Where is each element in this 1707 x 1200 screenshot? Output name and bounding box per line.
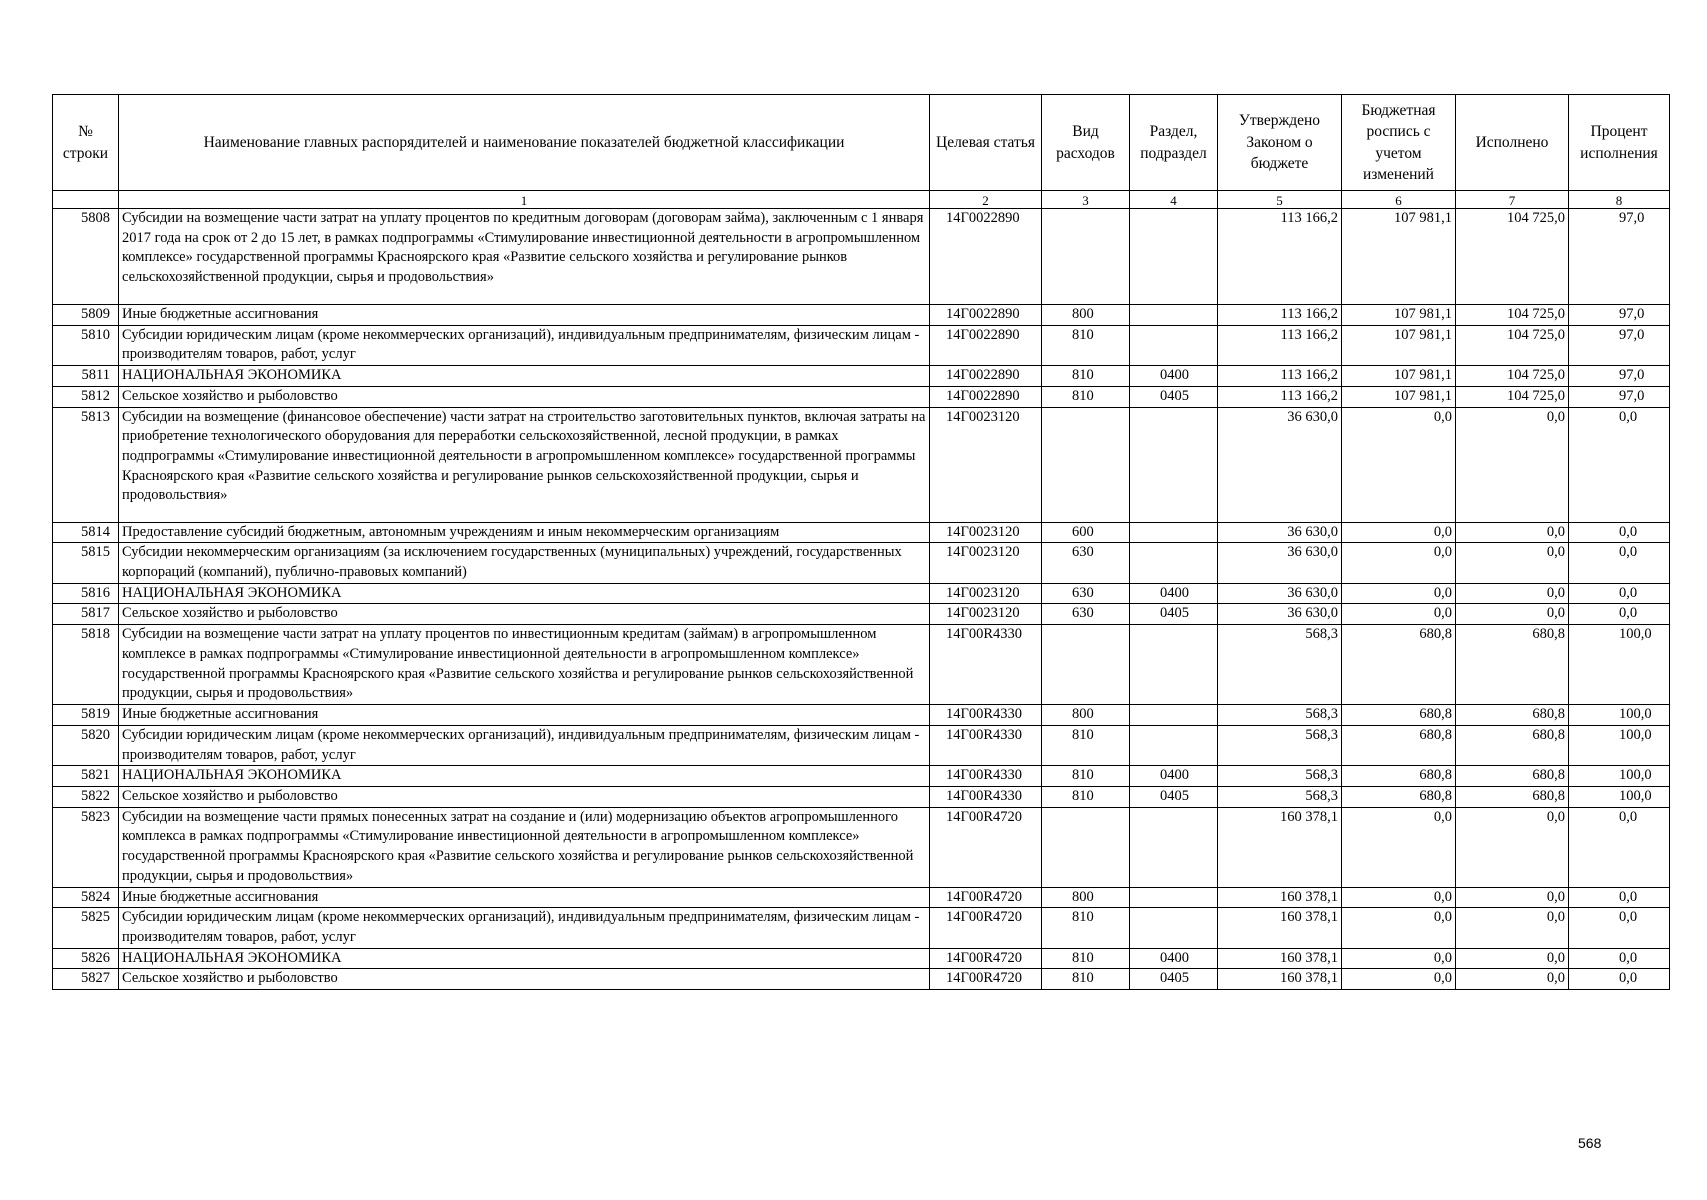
approved-amount: 113 166,2 [1218, 209, 1342, 305]
approved-amount: 160 378,1 [1218, 948, 1342, 969]
executed-amount: 0,0 [1456, 887, 1569, 908]
approved-amount: 568,3 [1218, 725, 1342, 765]
execution-percent: 0,0 [1569, 969, 1670, 990]
row-number: 5808 [53, 209, 119, 305]
row-number: 5827 [53, 969, 119, 990]
expense-type: 810 [1042, 325, 1130, 365]
approved-amount: 36 630,0 [1218, 522, 1342, 543]
approved-amount: 160 378,1 [1218, 969, 1342, 990]
row-name: Субсидии юридическим лицам (кроме некоммерческих организаций), индивидуальным предпринимателям, физическим лицам - производителям товаров, работ, услуг [119, 725, 930, 765]
execution-percent: 97,0 [1569, 209, 1670, 305]
execution-percent: 0,0 [1569, 522, 1670, 543]
budget-schedule-amount: 107 981,1 [1342, 325, 1456, 365]
target-article: 14Г00R4330 [930, 786, 1042, 807]
section-code [1130, 887, 1218, 908]
page-number: 568 [1578, 1135, 1602, 1151]
execution-percent: 97,0 [1569, 325, 1670, 365]
row-number: 5811 [53, 366, 119, 387]
section-code: 0405 [1130, 969, 1218, 990]
row-name: Субсидии на возмещение части затрат на уплату процентов по кредитным договорам (договорам займа), заключенным с 1 января 2017 года на срок от 2 до 15 лет, в рамках подпрограммы «Стимулирование инвестиционной деятельности в агропромышленном комплексе» государственной программы Красноярского края «Развитие сельского хозяйства и регулирование рынков сельскохозяйственной продукции, сырья и продовольствия» [119, 209, 930, 305]
section-code [1130, 325, 1218, 365]
section-code [1130, 209, 1218, 305]
executed-amount: 0,0 [1456, 583, 1569, 604]
section-code [1130, 807, 1218, 887]
approved-amount: 36 630,0 [1218, 583, 1342, 604]
row-number: 5813 [53, 407, 119, 522]
execution-percent: 0,0 [1569, 604, 1670, 625]
table-row [53, 969, 1670, 990]
section-code [1130, 305, 1218, 326]
budget-execution-table [52, 94, 1670, 990]
budget-schedule-amount: 680,8 [1342, 725, 1456, 765]
executed-amount: 0,0 [1456, 948, 1569, 969]
budget-schedule-amount: 0,0 [1342, 522, 1456, 543]
row-name: Сельское хозяйство и рыболовство [119, 786, 930, 807]
budget-schedule-amount: 0,0 [1342, 969, 1456, 990]
approved-amount: 36 630,0 [1218, 407, 1342, 522]
execution-percent: 0,0 [1569, 807, 1670, 887]
table-row [53, 948, 1670, 969]
column-number: 4 [1130, 191, 1218, 209]
target-article: 14Г00R4720 [930, 908, 1042, 948]
target-article: 14Г0023120 [930, 543, 1042, 583]
row-number: 5809 [53, 305, 119, 326]
budget-schedule-amount: 0,0 [1342, 543, 1456, 583]
target-article: 14Г0022890 [930, 366, 1042, 387]
expense-type [1042, 807, 1130, 887]
section-code [1130, 543, 1218, 583]
budget-schedule-amount: 680,8 [1342, 766, 1456, 787]
section-code [1130, 705, 1218, 726]
budget-schedule-amount: 107 981,1 [1342, 366, 1456, 387]
section-code: 0400 [1130, 766, 1218, 787]
approved-amount: 568,3 [1218, 705, 1342, 726]
expense-type: 800 [1042, 305, 1130, 326]
approved-amount: 113 166,2 [1218, 366, 1342, 387]
budget-schedule-amount: 0,0 [1342, 807, 1456, 887]
approved-amount: 568,3 [1218, 786, 1342, 807]
row-name: Субсидии некоммерческим организациям (за исключением государственных (муниципальных) учреждений, государственных корпораций (компаний), публично-правовых компаний) [119, 543, 930, 583]
target-article: 14Г0022890 [930, 325, 1042, 365]
expense-type: 810 [1042, 366, 1130, 387]
target-article: 14Г0023120 [930, 583, 1042, 604]
executed-amount: 104 725,0 [1456, 366, 1569, 387]
row-name: НАЦИОНАЛЬНАЯ ЭКОНОМИКА [119, 766, 930, 787]
execution-percent: 100,0 [1569, 786, 1670, 807]
table-row [53, 407, 1670, 522]
header-section: Раздел, подраздел [1130, 95, 1218, 191]
table-row [53, 725, 1670, 765]
target-article: 14Г00R4330 [930, 725, 1042, 765]
executed-amount: 0,0 [1456, 908, 1569, 948]
column-number: 6 [1342, 191, 1456, 209]
column-number: 7 [1456, 191, 1569, 209]
section-code [1130, 407, 1218, 522]
row-name: Субсидии юридическим лицам (кроме некоммерческих организаций), индивидуальным предпринимателям, физическим лицам - производителям товаров, работ, услуг [119, 325, 930, 365]
execution-percent: 0,0 [1569, 407, 1670, 522]
approved-amount: 113 166,2 [1218, 305, 1342, 326]
column-number-row [53, 191, 1670, 209]
budget-schedule-amount: 107 981,1 [1342, 386, 1456, 407]
row-name: Субсидии на возмещение (финансовое обеспечение) части затрат на строительство заготовительных пунктов, включая затраты на приобретение технологического оборудования для переработки сельскохозяйственной, лесной продукции, в рамках подпрограммы «Стимулирование инвестиционной деятельности в агропромышленном комплексе» государственной программы Красноярского края «Развитие сельского хозяйства и регулирование рынков сельскохозяйственной продукции, сырья и продовольствия» [119, 407, 930, 522]
expense-type: 600 [1042, 522, 1130, 543]
expense-type [1042, 625, 1130, 705]
header-executed: Исполнено [1456, 95, 1569, 191]
table-row [53, 543, 1670, 583]
row-number: 5822 [53, 786, 119, 807]
target-article: 14Г00R4720 [930, 948, 1042, 969]
approved-amount: 36 630,0 [1218, 543, 1342, 583]
executed-amount: 680,8 [1456, 786, 1569, 807]
expense-type: 810 [1042, 786, 1130, 807]
header-percent: Процент исполнения [1569, 95, 1670, 191]
budget-schedule-amount: 0,0 [1342, 948, 1456, 969]
budget-schedule-amount: 680,8 [1342, 705, 1456, 726]
expense-type: 800 [1042, 887, 1130, 908]
budget-schedule-amount: 0,0 [1342, 604, 1456, 625]
budget-schedule-amount: 680,8 [1342, 786, 1456, 807]
execution-percent: 0,0 [1569, 583, 1670, 604]
row-name: Сельское хозяйство и рыболовство [119, 604, 930, 625]
row-number: 5816 [53, 583, 119, 604]
target-article: 14Г0023120 [930, 604, 1042, 625]
table-row [53, 705, 1670, 726]
column-number-blank [53, 191, 119, 209]
execution-percent: 100,0 [1569, 725, 1670, 765]
table-row [53, 786, 1670, 807]
executed-amount: 104 725,0 [1456, 386, 1569, 407]
row-number: 5812 [53, 386, 119, 407]
expense-type: 630 [1042, 604, 1130, 625]
executed-amount: 680,8 [1456, 725, 1569, 765]
approved-amount: 568,3 [1218, 766, 1342, 787]
execution-percent: 0,0 [1569, 543, 1670, 583]
executed-amount: 0,0 [1456, 807, 1569, 887]
approved-amount: 160 378,1 [1218, 807, 1342, 887]
row-name: НАЦИОНАЛЬНАЯ ЭКОНОМИКА [119, 583, 930, 604]
expense-type: 810 [1042, 969, 1130, 990]
row-number: 5823 [53, 807, 119, 887]
budget-schedule-amount: 680,8 [1342, 625, 1456, 705]
execution-percent: 0,0 [1569, 948, 1670, 969]
executed-amount: 104 725,0 [1456, 325, 1569, 365]
row-name: Иные бюджетные ассигнования [119, 705, 930, 726]
row-number: 5818 [53, 625, 119, 705]
execution-percent: 100,0 [1569, 766, 1670, 787]
execution-percent: 100,0 [1569, 625, 1670, 705]
row-name: НАЦИОНАЛЬНАЯ ЭКОНОМИКА [119, 948, 930, 969]
row-number: 5826 [53, 948, 119, 969]
executed-amount: 680,8 [1456, 766, 1569, 787]
approved-amount: 113 166,2 [1218, 386, 1342, 407]
executed-amount: 0,0 [1456, 969, 1569, 990]
section-code: 0405 [1130, 386, 1218, 407]
row-name: Предоставление субсидий бюджетным, автономным учреждениям и иным некоммерческим организациям [119, 522, 930, 543]
table-row [53, 325, 1670, 365]
expense-type: 630 [1042, 543, 1130, 583]
target-article: 14Г00R4720 [930, 969, 1042, 990]
row-name: Субсидии юридическим лицам (кроме некоммерческих организаций), индивидуальным предпринимателям, физическим лицам - производителям товаров, работ, услуг [119, 908, 930, 948]
section-code: 0405 [1130, 786, 1218, 807]
table-row [53, 305, 1670, 326]
header-target-article: Целевая статья [930, 95, 1042, 191]
column-number: 3 [1042, 191, 1130, 209]
target-article: 14Г0023120 [930, 407, 1042, 522]
row-number: 5817 [53, 604, 119, 625]
row-name: Иные бюджетные ассигнования [119, 887, 930, 908]
executed-amount: 104 725,0 [1456, 305, 1569, 326]
header-expense-type: Вид расходов [1042, 95, 1130, 191]
executed-amount: 104 725,0 [1456, 209, 1569, 305]
expense-type [1042, 209, 1130, 305]
column-number: 1 [119, 191, 930, 209]
target-article: 14Г00R4330 [930, 766, 1042, 787]
expense-type: 810 [1042, 725, 1130, 765]
row-name: НАЦИОНАЛЬНАЯ ЭКОНОМИКА [119, 366, 930, 387]
budget-schedule-amount: 0,0 [1342, 887, 1456, 908]
budget-schedule-amount: 0,0 [1342, 407, 1456, 522]
expense-type: 810 [1042, 948, 1130, 969]
table-row [53, 583, 1670, 604]
approved-amount: 568,3 [1218, 625, 1342, 705]
expense-type [1042, 407, 1130, 522]
table-body [53, 209, 1670, 990]
header-row [53, 95, 1670, 191]
column-number: 2 [930, 191, 1042, 209]
header-row-number: № строки [53, 95, 119, 191]
target-article: 14Г0022890 [930, 305, 1042, 326]
row-number: 5810 [53, 325, 119, 365]
approved-amount: 113 166,2 [1218, 325, 1342, 365]
execution-percent: 100,0 [1569, 705, 1670, 726]
approved-amount: 36 630,0 [1218, 604, 1342, 625]
expense-type: 810 [1042, 908, 1130, 948]
table-row [53, 604, 1670, 625]
target-article: 14Г00R4330 [930, 705, 1042, 726]
target-article: 14Г00R4720 [930, 807, 1042, 887]
execution-percent: 0,0 [1569, 887, 1670, 908]
executed-amount: 0,0 [1456, 407, 1569, 522]
section-code: 0400 [1130, 583, 1218, 604]
row-name: Субсидии на возмещение части затрат на уплату процентов по инвестиционным кредитам (займам) в агропромышленном комплексе в рамках подпрограммы «Стимулирование инвестиционной деятельности в агропромышленном комплексе» государственной программы Красноярского края «Развитие сельского хозяйства и регулирование рынков сельскохозяйственной продукции, сырья и продовольствия» [119, 625, 930, 705]
execution-percent: 0,0 [1569, 908, 1670, 948]
row-name: Иные бюджетные ассигнования [119, 305, 930, 326]
execution-percent: 97,0 [1569, 366, 1670, 387]
section-code [1130, 522, 1218, 543]
section-code [1130, 625, 1218, 705]
execution-percent: 97,0 [1569, 305, 1670, 326]
target-article: 14Г0022890 [930, 209, 1042, 305]
row-number: 5825 [53, 908, 119, 948]
table-row [53, 522, 1670, 543]
table-row [53, 209, 1670, 305]
column-number: 8 [1569, 191, 1670, 209]
table-row [53, 625, 1670, 705]
header-budget-schedule: Бюджетная роспись с учетом изменений [1342, 95, 1456, 191]
column-number: 5 [1218, 191, 1342, 209]
row-number: 5820 [53, 725, 119, 765]
table-row [53, 386, 1670, 407]
row-name: Сельское хозяйство и рыболовство [119, 386, 930, 407]
executed-amount: 680,8 [1456, 705, 1569, 726]
budget-schedule-amount: 107 981,1 [1342, 209, 1456, 305]
row-number: 5814 [53, 522, 119, 543]
table-row [53, 766, 1670, 787]
target-article: 14Г00R4330 [930, 625, 1042, 705]
row-name: Субсидии на возмещение части прямых понесенных затрат на создание и (или) модернизацию объектов агропромышленного комплекса в рамках подпрограммы «Стимулирование инвестиционной деятельности в агропромышленном комплексе» государственной программы Красноярского края «Развитие сельского хозяйства и регулирование рынков сельскохозяйственной продукции, сырья и продовольствия» [119, 807, 930, 887]
table-row [53, 366, 1670, 387]
table-row [53, 887, 1670, 908]
header-name: Наименование главных распорядителей и наименование показателей бюджетной классификации [119, 95, 930, 191]
execution-percent: 97,0 [1569, 386, 1670, 407]
approved-amount: 160 378,1 [1218, 887, 1342, 908]
executed-amount: 0,0 [1456, 522, 1569, 543]
approved-amount: 160 378,1 [1218, 908, 1342, 948]
section-code: 0400 [1130, 948, 1218, 969]
budget-schedule-amount: 107 981,1 [1342, 305, 1456, 326]
expense-type: 810 [1042, 766, 1130, 787]
row-number: 5821 [53, 766, 119, 787]
expense-type: 630 [1042, 583, 1130, 604]
row-name: Сельское хозяйство и рыболовство [119, 969, 930, 990]
budget-schedule-amount: 0,0 [1342, 583, 1456, 604]
header-approved: Утверждено Законом о бюджете [1218, 95, 1342, 191]
row-number: 5815 [53, 543, 119, 583]
row-number: 5824 [53, 887, 119, 908]
target-article: 14Г0023120 [930, 522, 1042, 543]
section-code: 0400 [1130, 366, 1218, 387]
expense-type: 810 [1042, 386, 1130, 407]
table-row [53, 908, 1670, 948]
section-code: 0405 [1130, 604, 1218, 625]
target-article: 14Г00R4720 [930, 887, 1042, 908]
budget-schedule-amount: 0,0 [1342, 908, 1456, 948]
section-code [1130, 725, 1218, 765]
executed-amount: 680,8 [1456, 625, 1569, 705]
section-code [1130, 908, 1218, 948]
table-row [53, 807, 1670, 887]
executed-amount: 0,0 [1456, 543, 1569, 583]
executed-amount: 0,0 [1456, 604, 1569, 625]
row-number: 5819 [53, 705, 119, 726]
target-article: 14Г0022890 [930, 386, 1042, 407]
expense-type: 800 [1042, 705, 1130, 726]
